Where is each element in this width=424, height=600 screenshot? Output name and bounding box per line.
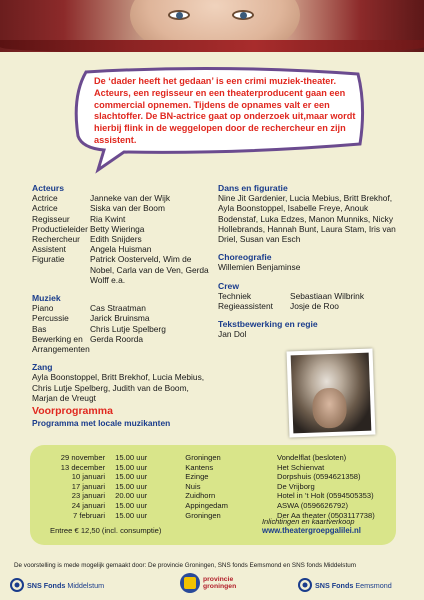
crew-heading: Crew (218, 280, 240, 291)
schedule-city: Nuis (185, 481, 201, 491)
credit-role: Bas (32, 323, 47, 334)
credit-row (32, 234, 210, 244)
sns-icon (10, 578, 24, 592)
sns-eemsmond-logo (298, 576, 392, 594)
credit-row (32, 203, 210, 213)
schedule-date: 29 november (60, 453, 106, 462)
tekst-heading: Tekstbewerking en regie (218, 319, 318, 330)
sns-middelstum-logo (10, 576, 104, 594)
left-eye (168, 10, 190, 20)
credit-row (32, 244, 210, 254)
dans-heading: Dans en figuratie (218, 183, 288, 193)
schedule-venue: Vondelflat (besloten) (276, 453, 347, 462)
schedule-date: 13 december (60, 462, 106, 472)
acteurs-heading: Acteurs (32, 183, 64, 193)
voorprogramma-title: Voorprogramma (32, 405, 113, 417)
schedule-venue: ASWA (0596626792) (276, 500, 349, 510)
credit-role: Actrice (32, 193, 58, 204)
schedule-date: 10 januari (71, 472, 106, 482)
schedule-date: 17 januari (71, 481, 106, 491)
ticket-info-label: Inlichtingen en kaartverkoop (262, 517, 355, 526)
zang-section (32, 362, 210, 403)
dans-text: Nine Jit Gardenier, Lucia Mebius, Britt Brekhof, Ayla Boonstoppel, Isabelle Freye, Anouk Bodenstaf, Luka Edzes, Manon Munniks, Nicky Hollebrands, Hannah Bunt, Laura Stam, Iris van Driel, Susan van Esch (218, 193, 396, 245)
left-column (32, 183, 210, 411)
credit-role: Techniek (218, 290, 252, 301)
schedule-row (42, 501, 396, 511)
dans-section (218, 183, 403, 244)
hat-brim (0, 40, 424, 52)
sns-icon (298, 578, 312, 592)
credit-row (32, 224, 210, 234)
schedule-city: Appingedam (185, 500, 228, 510)
acteurs-section (32, 183, 210, 285)
intro-text: De ‘dader heeft het gedaan’ is een crimi muziek-theater. Acteurs, een regisseur en een theaterproducent gaan een commercial opnemen. Tijdens de opnames valt er een slachtoffer. De BN-actrice gaat op onderzoek uit,maar wordt hierbij flink in de weggelopen door de rechercheur en zijn assistent. (94, 76, 356, 145)
sns2-sub: Eemsmond (355, 580, 392, 590)
voorprogramma (32, 405, 232, 428)
credit-name: Patrick Oosterveld, Wim de Nobel, Carla van de Ven, Gerda Wolff e.a. (90, 254, 209, 285)
schedule-city: Ezinge (185, 472, 209, 482)
entree-price: Entree € 12,50 (incl. consumptie) (50, 526, 162, 535)
credit-name: Chris Lutje Spelberg (90, 323, 166, 334)
prov-line1: provincie (203, 576, 234, 583)
credit-row (32, 193, 210, 203)
schedule-city: Kantens (185, 462, 214, 472)
intro-balloon (68, 66, 368, 176)
credit-row (32, 334, 210, 354)
schedule-venue: Hotel in ’t Holt (0594505353) (276, 491, 374, 501)
credit-name: Edith Snijders (90, 234, 142, 245)
portrait-image (291, 353, 372, 434)
ticket-info (262, 517, 361, 535)
schedule-row (42, 472, 396, 482)
credit-name: Jarick Bruinsma (90, 313, 150, 324)
credit-role: Regieassistent (218, 301, 273, 312)
credit-role: Figuratie (32, 254, 65, 265)
schedule-venue: Dorpshuis (0594621358) (276, 472, 361, 482)
muziek-heading: Muziek (32, 293, 61, 304)
choreografie-heading: Choreografie (218, 252, 272, 263)
schedule-venue: Der Aa theater (0503117738) (276, 510, 375, 520)
sns2-main: SNS Fonds (315, 580, 354, 590)
schedule-table (42, 453, 396, 520)
right-column (218, 183, 403, 348)
schedule-time: 20.00 uur (115, 491, 148, 501)
credit-role: Actrice (32, 203, 58, 214)
prov-line2: groningen (203, 583, 237, 590)
schedule-city: Groningen (185, 453, 221, 462)
credit-role: Assistent (32, 244, 66, 255)
credit-row (32, 254, 210, 285)
website-link[interactable]: www.theatergroepgalilei.nl (262, 526, 361, 535)
acteurs-list (32, 193, 210, 285)
tekst-section (218, 319, 403, 339)
credit-role: Rechercheur (32, 234, 80, 245)
credit-role: Piano (32, 303, 54, 314)
crew-list (218, 291, 403, 311)
credit-name: Cas Straatman (90, 303, 146, 314)
credit-row (32, 303, 210, 313)
credit-name: Siska van der Boom (90, 203, 165, 214)
schedule-row (42, 491, 396, 501)
sns1-sub: Middelstum (67, 580, 105, 590)
choreografie-section (218, 252, 403, 272)
schedule-venue: De Vrijborg (276, 481, 315, 491)
zang-heading: Zang (32, 362, 53, 373)
muziek-section (32, 293, 210, 354)
credit-row (32, 324, 210, 334)
schedule-date: 23 januari (71, 491, 106, 501)
choreografie-text: Willemien Benjaminse (218, 262, 301, 273)
schedule-city: Zuidhorn (185, 491, 216, 501)
credit-name: Betty Wieringa (90, 223, 145, 234)
schedule-time: 15.00 uur (115, 510, 148, 520)
schedule-time: 15.00 uur (115, 453, 148, 462)
header-photo (0, 0, 424, 52)
schedule-row (42, 482, 396, 492)
tekst-text: Jan Dol (218, 329, 247, 340)
schedule-city: Groningen (185, 510, 221, 520)
credit-name: Gerda Roorda (90, 333, 144, 344)
crest-icon (180, 573, 200, 593)
provincie-groningen-logo (180, 574, 236, 592)
credit-row (32, 313, 210, 323)
zang-text: Ayla Boonstoppel, Britt Brekhof, Lucia Mebius, Chris Lutje Spelberg, Judith van de Boom, Marjan de Vreugt (32, 372, 205, 403)
schedule-date: 7 februari (73, 510, 106, 520)
credit-row (32, 214, 210, 224)
credit-name: Sebastiaan Wilbrink (290, 290, 365, 301)
schedule-time: 15.00 uur (115, 472, 148, 482)
muziek-list (32, 303, 210, 354)
portrait-photo (287, 349, 376, 438)
credit-row (218, 291, 403, 301)
credit-name: Angela Huisman (90, 244, 152, 255)
schedule-date: 24 januari (71, 500, 106, 510)
credit-name: Josje de Roo (290, 301, 339, 312)
credit-role: Percussie (32, 313, 69, 324)
schedule-row (42, 463, 396, 473)
credit-role: Regisseur (32, 213, 70, 224)
right-eye (232, 10, 254, 20)
sponsor-credit: De voorstelling is mede mogelijk gemaakt door: De provincie Groningen, SNS fonds Eemsmond en SNS fonds Middelstum (14, 562, 356, 569)
schedule-time: 15.00 uur (115, 462, 148, 472)
schedule-row (42, 453, 396, 463)
credit-role: Bewerking en Arrangementen (32, 333, 90, 355)
credit-name: Janneke van der Wijk (90, 193, 171, 204)
crew-section (218, 281, 403, 312)
credit-role: Productieleider (32, 223, 88, 234)
voorprogramma-subtitle: Programma met locale muzikanten (32, 418, 171, 428)
schedule-box (30, 445, 396, 545)
credit-row (218, 301, 403, 311)
schedule-venue: Het Schienvat (276, 462, 325, 472)
schedule-time: 15.00 uur (115, 500, 148, 510)
credit-name: Ria Kwint (90, 213, 126, 224)
schedule-time: 15.00 uur (115, 481, 148, 491)
sns1-main: SNS Fonds (27, 580, 66, 590)
